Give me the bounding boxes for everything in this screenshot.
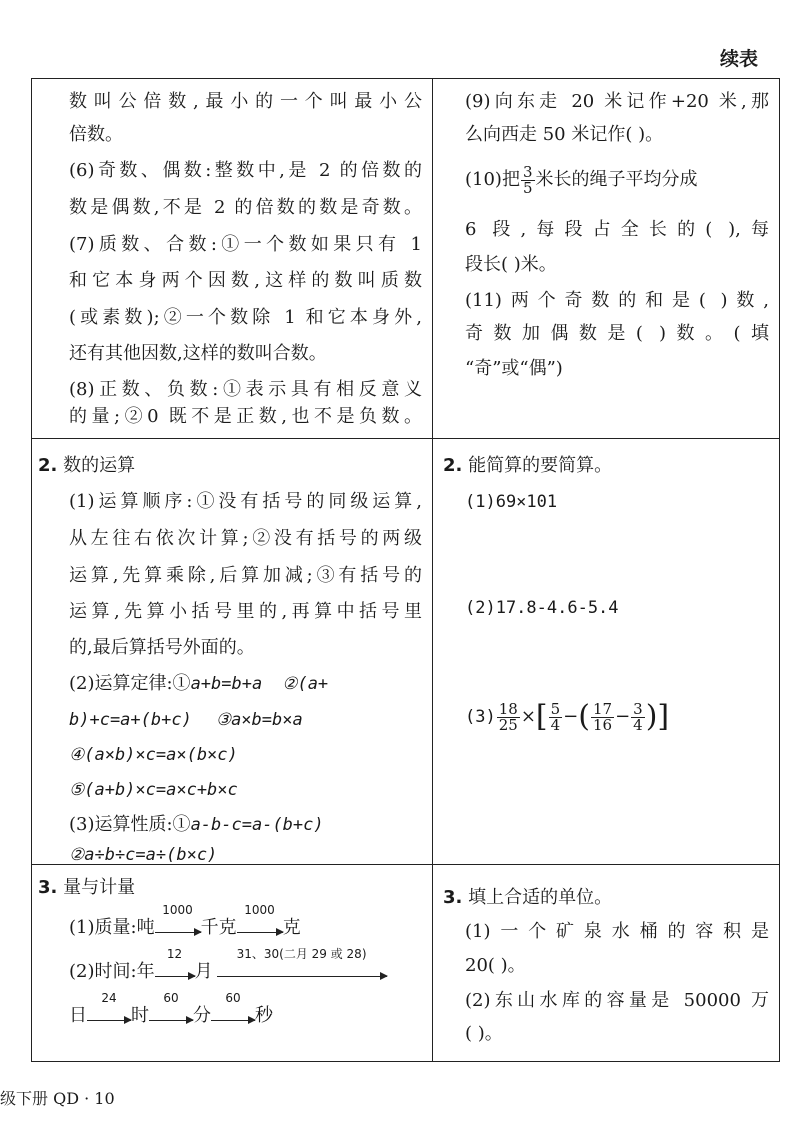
section-number: 3.	[443, 887, 463, 908]
page-footer: 级下册 QD · 10	[0, 1089, 115, 1108]
mass-conversion-line	[69, 903, 301, 939]
review-table	[31, 78, 780, 1062]
row1-left-cell	[32, 79, 433, 439]
text-line: 的,最后算括号外面的。	[69, 637, 255, 658]
fraction-denominator: 5	[522, 178, 533, 197]
row2-right-cell	[433, 439, 780, 865]
arrow-icon: 60	[211, 1008, 255, 1021]
text-line: 数叫公倍数,最小的一个叫最小公	[69, 91, 422, 112]
section-title: 数的运算	[63, 455, 136, 476]
fraction-17-16: $\frac{17}{16}$	[592, 699, 613, 734]
section-number: 2.	[38, 455, 58, 476]
text-line: (1)运算顺序:①没有括号的同级运算,	[69, 491, 422, 512]
arrow-icon: 24	[87, 1008, 131, 1021]
mass-label: (1)质量:	[69, 917, 137, 938]
time-conversion-line-2	[69, 991, 273, 1027]
arrow-icon: 1000	[155, 920, 201, 933]
associative-multiplication: ④(a×b)×c=a×(b×c)	[69, 745, 238, 765]
commutative-addition: a+b=b+a	[190, 674, 263, 694]
question-11-line-3: “奇”或“偶”)	[465, 358, 563, 379]
fraction-3-4: $\frac{3}{4}$	[633, 699, 643, 734]
unit-question-1-line-1: (1)一个矿泉水桶的容积是	[465, 921, 769, 942]
arrow-icon: 1000	[237, 920, 283, 933]
text-line: 的量;②0 既不是正数,也不是负数。	[69, 406, 422, 427]
text-line: 从左往右依次计算;②没有括号的两级	[69, 528, 422, 549]
arrow-icon: 31、30(二月 29 或 28)	[217, 964, 387, 977]
text-line: (或素数);②一个数除 1 和它本身外,	[69, 307, 422, 328]
question-9-line-1: (9)向东走 20 米记作+20 米,那	[465, 91, 769, 112]
text-line: (7)质数、合数:①一个数如果只有 1	[69, 234, 422, 255]
division-property: ②a÷b÷c=a÷(b×c)	[69, 845, 218, 865]
table-row	[32, 439, 780, 865]
unit-question-1-line-2: 20( )。	[465, 955, 526, 976]
expression-3: (3) $\frac{18}{25}$ ×[ $\frac{5}{4}$ −( $\frac{17}{16}$ − $\frac{3}{4}$ )]	[465, 699, 670, 734]
q10-prefix: (10)把	[465, 169, 520, 190]
expression-1: (1)69×101	[465, 492, 558, 512]
unit-hour: 时	[131, 1005, 149, 1026]
law-line-1	[69, 673, 328, 695]
section-title: 填上合适的单位。	[468, 887, 613, 908]
law-line-2	[69, 709, 303, 731]
unit-gram: 克	[282, 917, 301, 938]
row3-right-cell	[433, 865, 780, 1062]
table-row	[32, 79, 780, 439]
question-11-line-1: (11)两个奇数的和是( )数,	[465, 290, 769, 311]
text-line: 数是偶数,不是 2 的倍数的数是奇数。	[69, 197, 422, 218]
arrow-icon: 12	[155, 964, 195, 977]
row1-right-cell	[433, 79, 780, 439]
unit-month: 月	[194, 961, 213, 982]
section-3-heading-right	[443, 887, 612, 909]
arrow-icon: 60	[149, 1008, 193, 1021]
unit-question-2-line-2: ( )。	[465, 1023, 503, 1044]
row3-left-cell	[32, 865, 433, 1062]
text-line: 运算,先算小括号里的,再算中括号里	[69, 601, 422, 622]
text-line: (8)正数、负数:①表示具有相反意义	[69, 379, 422, 400]
unit-question-2-line-1: (2)东山水库的容量是 50000 万	[465, 990, 769, 1011]
unit-day: 日	[69, 1005, 87, 1026]
section-title: 能简算的要简算。	[468, 455, 613, 476]
question-10-line-3: 段长( )米。	[465, 254, 557, 275]
unit-minute: 分	[193, 1005, 211, 1026]
property-label: (3)运算性质:①	[69, 814, 191, 835]
unit-year: 年	[136, 961, 155, 982]
distributive-law: ⑤(a+b)×c=a×c+b×c	[69, 780, 238, 800]
question-10-line-1	[465, 163, 698, 197]
question-11-line-2: 奇数加偶数是( )数。(填	[465, 323, 769, 344]
question-9-line-2: 么向西走 50 米记作( )。	[465, 124, 664, 145]
unit-kilogram: 千克	[200, 917, 237, 938]
text-line: 和它本身两个因数,这样的数叫质数	[69, 270, 422, 291]
section-number: 2.	[443, 455, 463, 476]
text-line: (6)奇数、偶数:整数中,是 2 的倍数的	[69, 160, 422, 181]
expression-2: (2)17.8-4.6-5.4	[465, 598, 619, 618]
section-number: 3.	[38, 877, 58, 898]
text-line: 倍数。	[69, 124, 123, 145]
q10-suffix: 米长的绳子平均分成	[535, 169, 698, 190]
question-10-line-2: 6 段,每段占全长的( ),每	[465, 219, 769, 240]
associative-addition-part: ②(a+	[282, 674, 329, 694]
fraction-5-4: $\frac{5}{4}$	[550, 699, 561, 734]
section-2-heading-right	[443, 455, 612, 477]
unit-ton: 吨	[136, 917, 155, 938]
associative-addition-rest: b)+c=a+(b+c)	[69, 710, 192, 730]
property-line-1	[69, 814, 324, 836]
text-line: 还有其他因数,这样的数叫合数。	[69, 343, 327, 364]
section-2-heading	[38, 455, 135, 477]
fraction-numerator: 3	[522, 162, 533, 181]
subtraction-property: a-b-c=a-(b+c)	[190, 815, 324, 835]
law-label: (2)运算定律:①	[69, 673, 191, 694]
continued-label: 续表	[719, 48, 758, 70]
time-label: (2)时间:	[69, 961, 137, 982]
expression-label: (3)	[465, 707, 496, 727]
text-line: 运算,先算乘除,后算加减;③有括号的	[69, 565, 422, 586]
section-3-heading	[38, 877, 135, 899]
commutative-multiplication: ③a×b=b×a	[215, 710, 303, 730]
row2-left-cell	[32, 439, 433, 865]
time-conversion-line-1	[69, 947, 387, 983]
section-title: 量与计量	[63, 877, 136, 898]
table-row	[32, 865, 780, 1062]
unit-second: 秒	[255, 1005, 273, 1026]
fraction-3-5	[521, 162, 535, 197]
fraction-18-25: $\frac{18}{25}$	[498, 699, 518, 734]
